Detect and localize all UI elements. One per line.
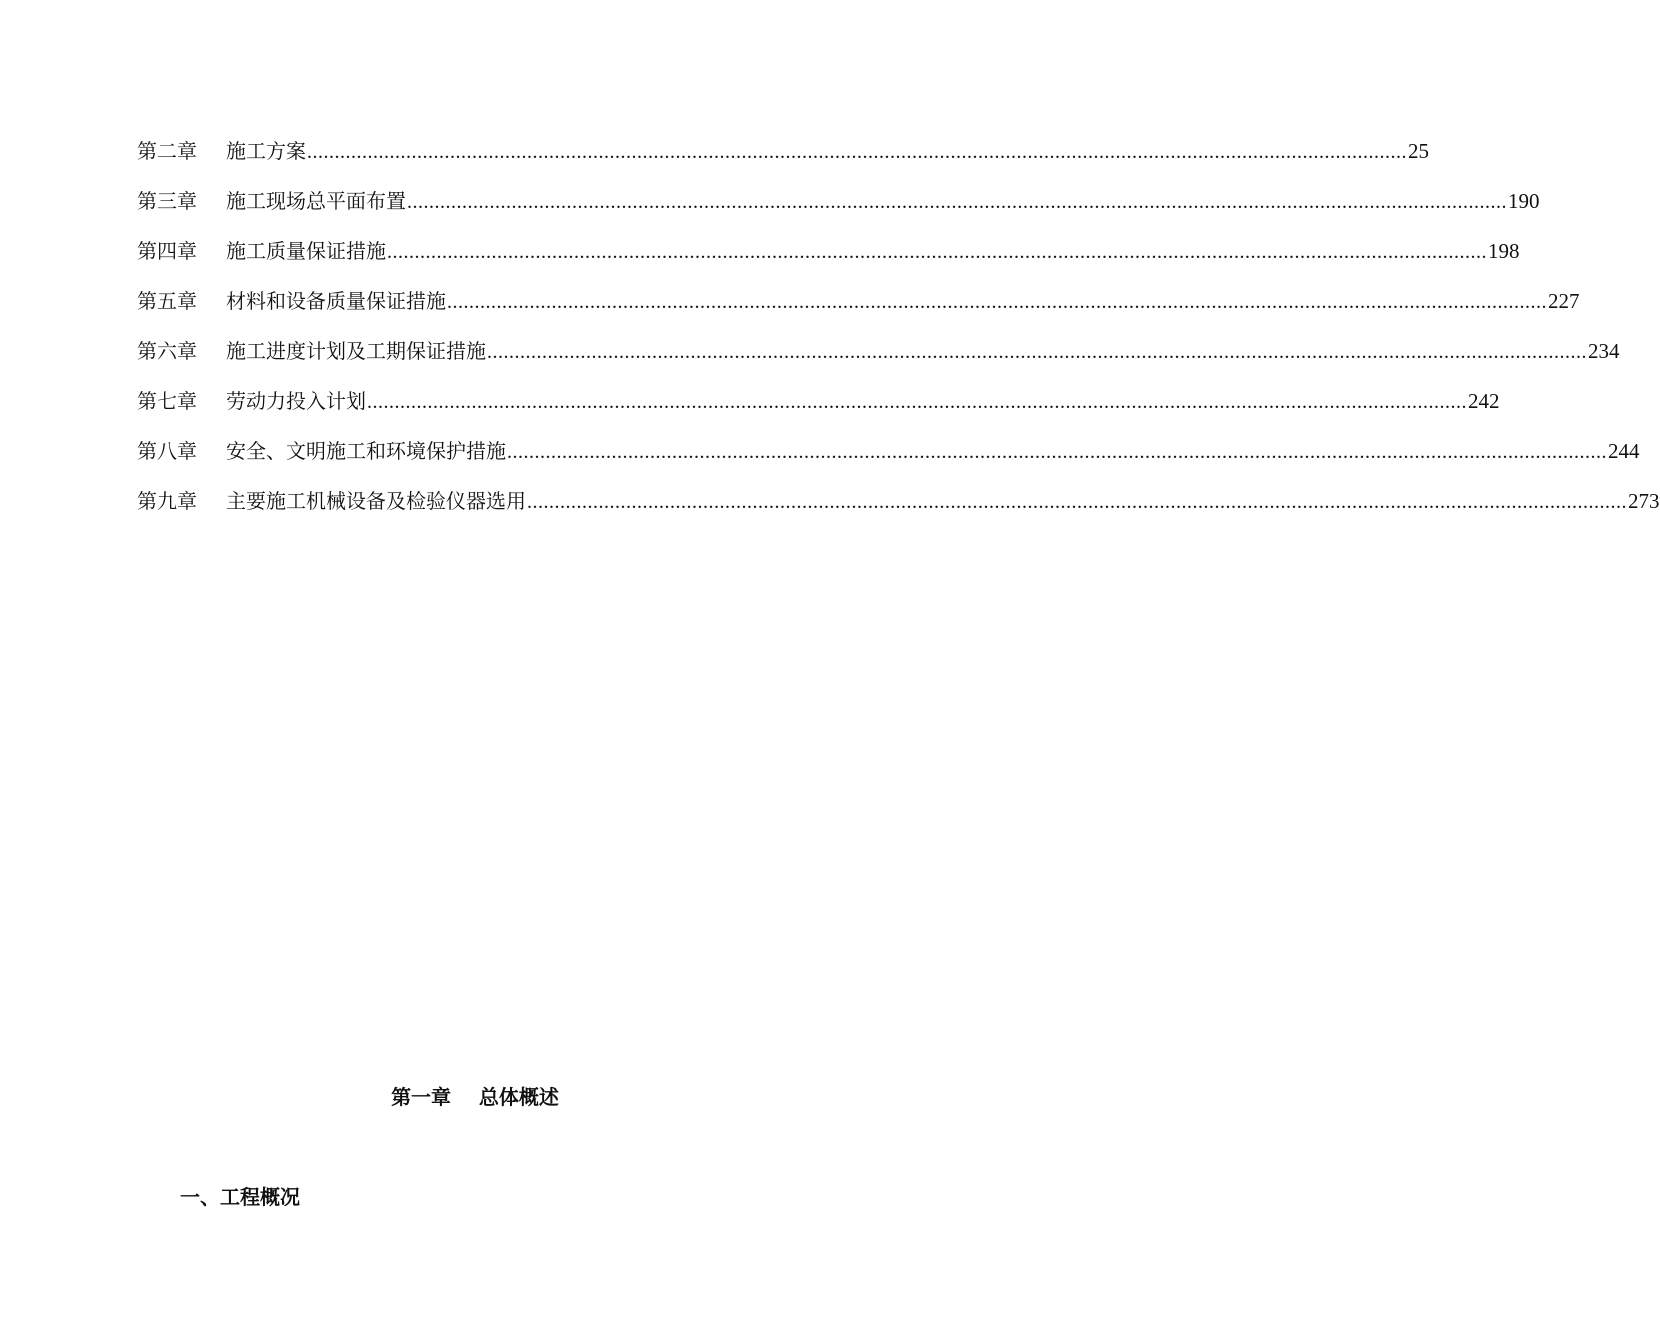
toc-dot-leader: ........................................................................................................................................................................................................ xyxy=(487,341,1587,363)
toc-chapter-number: 第五章 xyxy=(137,289,197,313)
toc-page-number: 244 xyxy=(1608,439,1640,463)
toc-chapter-title: 劳动力投入计划 xyxy=(226,389,366,413)
toc-dot-leader: ........................................................................................................................................................................................................ xyxy=(507,441,1607,463)
toc-chapter-title: 施工进度计划及工期保证措施 xyxy=(226,339,486,363)
toc-page-number: 198 xyxy=(1488,239,1520,263)
table-of-contents xyxy=(137,137,1660,537)
toc-chapter-number: 第三章 xyxy=(137,189,197,213)
toc-chapter-title: 施工现场总平面布置 xyxy=(226,189,406,213)
toc-page-number: 25 xyxy=(1408,139,1429,163)
toc-entry[interactable] xyxy=(137,337,1620,366)
toc-chapter-title: 施工方案 xyxy=(226,139,306,163)
toc-chapter-number: 第四章 xyxy=(137,239,197,263)
toc-entry[interactable] xyxy=(137,387,1500,416)
toc-chapter-number: 第七章 xyxy=(137,389,197,413)
toc-chapter-title: 主要施工机械设备及检验仪器选用 xyxy=(226,489,526,513)
toc-entry[interactable] xyxy=(137,237,1520,266)
toc-chapter-title: 材料和设备质量保证措施 xyxy=(226,289,446,313)
toc-dot-leader: ........................................................................................................................................................................................................ xyxy=(307,141,1407,163)
toc-chapter-number: 第六章 xyxy=(137,339,197,363)
toc-chapter-number: 第二章 xyxy=(137,139,197,163)
toc-dot-leader: ........................................................................................................................................................................................................ xyxy=(407,191,1507,213)
toc-dot-leader: ........................................................................................................................................................................................................ xyxy=(367,391,1467,413)
toc-chapter-number: 第八章 xyxy=(137,439,197,463)
toc-page-number: 190 xyxy=(1508,189,1540,213)
toc-entry[interactable] xyxy=(137,487,1660,516)
toc-entry[interactable] xyxy=(137,137,1429,166)
chapter-heading: 第一章 总体概述 xyxy=(391,1085,559,1109)
section-heading: 一、工程概况 xyxy=(180,1185,300,1209)
toc-entry[interactable] xyxy=(137,287,1580,316)
toc-page-number: 273 xyxy=(1628,489,1660,513)
toc-page-number: 242 xyxy=(1468,389,1500,413)
toc-dot-leader: ........................................................................................................................................................................................................ xyxy=(447,291,1547,313)
toc-chapter-title: 施工质量保证措施 xyxy=(226,239,386,263)
toc-dot-leader: ........................................................................................................................................................................................................ xyxy=(387,241,1487,263)
toc-entry[interactable] xyxy=(137,437,1640,466)
toc-chapter-title: 安全、文明施工和环境保护措施 xyxy=(226,439,506,463)
toc-page-number: 227 xyxy=(1548,289,1580,313)
toc-entry[interactable] xyxy=(137,187,1540,216)
toc-page-number: 234 xyxy=(1588,339,1620,363)
toc-chapter-number: 第九章 xyxy=(137,489,197,513)
toc-dot-leader: ........................................................................................................................................................................................................ xyxy=(527,491,1627,513)
